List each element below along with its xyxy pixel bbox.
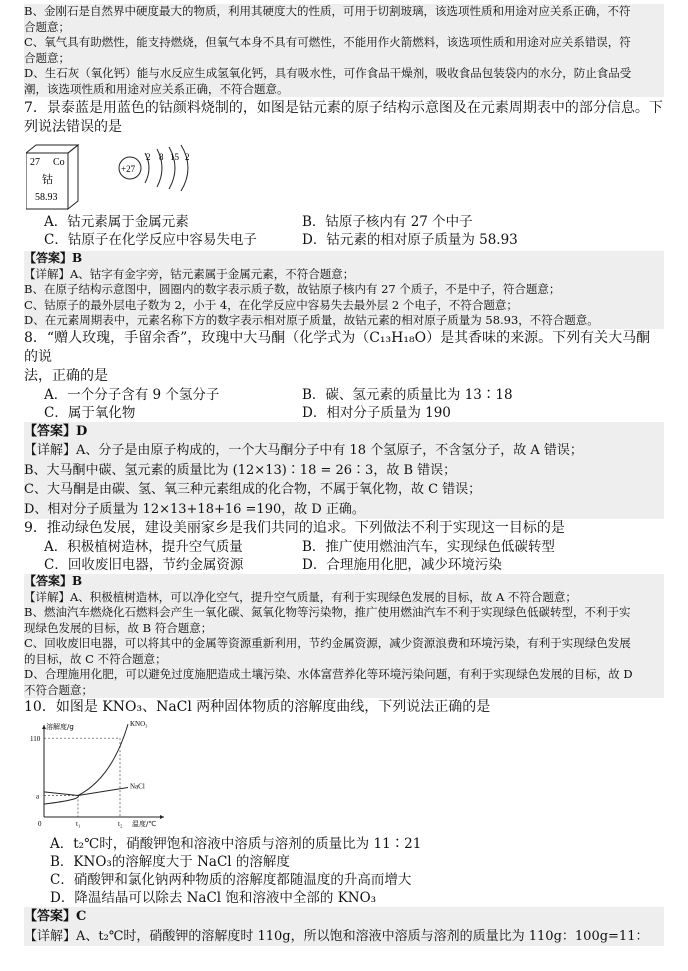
detail-line: D、相对分子质量为 12×13+18+16 =190，故 D 正确。 [24, 501, 365, 517]
kno3-label: KNO₃ [130, 720, 148, 729]
detail-line: 【详解】A、钴字有金字旁，钴元素属于金属元素，不符合题意； [24, 266, 355, 281]
q10-options [24, 835, 664, 907]
option-d[interactable]: D．降温结晶可以除去 NaCl 饱和溶液中全部的 KNO₃ [50, 890, 377, 906]
q9-stem: 9．推动绿色发展，建设美丽家乡是我们共同的追求。下列做法不利于实现这一目标的是 [24, 520, 565, 536]
document-page [24, 0, 664, 946]
x-tick-label: t₂ [118, 820, 123, 828]
detail-line: D、在元素周期表中，元素名称下方的数字表示相对原子质量，故钴元素的相对原子质量为 58.93，不符合题意。 [24, 313, 599, 327]
option-c[interactable]: C．硝酸钾和氯化钠两种物质的溶解度都随温度的升高而增大 [50, 872, 412, 888]
answer-label: 【答案】C [24, 909, 87, 924]
detail-line: B、燃油汽车燃烧化石燃料会产生一氧化碳、氮氧化物等污染物，推广使用燃油汽车不利于实现绿色低碳转型，不利于实 [24, 605, 631, 619]
detail-line: 【详解】A、t₂℃时，硝酸钾的溶解度时 110g，所以饱和溶液中溶质与溶剂的质量比为 110g：100g=11： [24, 928, 649, 944]
solubility-chart-svg [28, 717, 178, 835]
x-tick-label: t₁ [76, 820, 81, 828]
x-axis-label: 温度/℃ [132, 820, 157, 828]
q10-stem: 10．如图是 KNO₃、NaCl 两种固体物质的溶解度曲线，下列说法正确的是 [24, 699, 491, 715]
y-tick-label: 110 [30, 735, 41, 744]
atomic-number: 27 [30, 157, 40, 168]
q8-options [24, 386, 664, 422]
kno3-curve [44, 724, 128, 804]
q7-answer-block [24, 251, 664, 329]
detail-line: C、回收废旧电器，可以将其中的金属等资源重新利用，节约金属资源，减少资源浪费和环境污染，有利于实现绿色发展 [24, 636, 631, 650]
detail-line: 不符合题意； [24, 682, 93, 697]
nacl-curve [44, 787, 128, 795]
shell-electrons: 8 [159, 152, 164, 162]
q8-stem-cont: 法，正确的是 [24, 367, 108, 384]
x-axis-arrow [160, 815, 164, 819]
option-d[interactable]: D．钴元素的相对原子质量为 58.93 [302, 232, 518, 248]
option-a[interactable]: A．钴元素属于金属元素 [44, 214, 189, 230]
element-symbol: Co [53, 157, 65, 168]
y-tick-label: a [36, 792, 40, 801]
option-a[interactable]: A．一个分子含有 9 个氢分子 [44, 386, 220, 403]
element-cell [26, 143, 86, 211]
shell-electrons: 2 [146, 152, 151, 162]
q6-detail-block [24, 4, 664, 97]
detail-line: 的目标，故 C 不符合题意； [24, 651, 167, 666]
detail-line: C、氧气具有助燃性，能支持燃烧，但氧气本身不具有可燃性，不能用作火箭燃料，该选项性质和用途对应关系错误，符 [24, 35, 631, 49]
q9-answer-block [24, 574, 664, 698]
detail-line: B、在原子结构示意图中，圆圈内的数字表示质子数，故钴原子核内有 27 个质子，不是中子，符合题意； [24, 282, 561, 296]
option-d[interactable]: D．相对分子质量为 190 [302, 404, 451, 421]
option-b[interactable]: B．碳、氢元素的质量比为 13∶18 [302, 386, 513, 403]
detail-line: B、金刚石是自然界中硬度最大的物质，利用其硬度大的性质，可用于切割玻璃，该选项性质和用途对应关系正确，不符 [24, 4, 631, 18]
q9-options [24, 538, 664, 574]
q8-stem: 8．“赠人玫瑰，手留余香”，玫瑰中大马酮（化学式为（C₁₃H₁₈O）是其香味的来源。下列有关大马酮的说 [24, 329, 651, 365]
q7-stem-cont: 列说法错误的是 [24, 119, 122, 135]
option-b[interactable]: B．KNO₃的溶解度大于 NaCl 的溶解度 [50, 854, 290, 870]
detail-line: 潮，该选项性质和用途对应关系正确，不符合题意。 [24, 81, 289, 96]
detail-line: C、钴原子的最外层电子数为 2，小于 4，在化学反应中容易失去最外层 2 个电子，不符合题意； [24, 297, 518, 312]
q10-answer-block [24, 907, 664, 946]
answer-label: 【答案】D [24, 423, 88, 439]
atomic-mass: 58.93 [35, 192, 58, 203]
option-b[interactable]: B．推广使用燃油汽车，实现绿色低碳转型 [302, 539, 555, 555]
q7-options [24, 213, 664, 249]
nacl-label: NaCl [130, 782, 145, 791]
option-a[interactable]: A．t₂℃时，硝酸钾饱和溶液中溶质与溶剂的质量比为 11∶21 [50, 836, 422, 852]
solubility-chart [24, 717, 664, 835]
option-c[interactable]: C．回收废旧电器，节约金属资源 [44, 557, 244, 573]
detail-line: C、大马酮是由碳、氢、氧三种元素组成的化合物，不属于氧化物，故 C 错误； [24, 482, 482, 497]
shell-electrons: 2 [185, 152, 190, 162]
detail-line: D、合理施用化肥，可以避免过度施肥造成土壤污染、水体富营养化等环境污染问题，有利于实现绿色发展的目标，故 D [24, 667, 633, 681]
element-name: 钴 [42, 173, 53, 186]
answer-label: 【答案】B [24, 251, 83, 265]
detail-line: D、生石灰（氧化钙）能与水反应生成氢氧化钙，具有吸水性，可作食品干燥剂，吸收食品包装袋内的水分，防止食品受 [24, 66, 632, 80]
nucleus-charge: +27 [121, 164, 136, 174]
y-axis-label: 溶解度/g [46, 723, 74, 731]
option-d[interactable]: D．合理施用化肥，减少环境污染 [302, 557, 502, 573]
detail-line: 【详解】A、分子是由原子构成的，一个大马酮分子中有 18 个氢原子，不含氢分子，故 A 错误； [24, 443, 583, 458]
detail-line: 合题意； [24, 50, 70, 65]
shell-electrons: 15 [170, 152, 179, 162]
option-c[interactable]: C．属于氧化物 [44, 404, 136, 421]
option-a[interactable]: A．积极植树造林，提升空气质量 [44, 539, 243, 555]
x-tick-label: 0 [38, 820, 42, 828]
detail-line: 【详解】A、积极植树造林，可以净化空气，提升空气质量，有利于实现绿色发展的目标，故 A 不符合题意； [24, 589, 577, 604]
option-b[interactable]: B．钴原子核内有 27 个中子 [302, 214, 473, 230]
answer-label: 【答案】B [24, 574, 83, 588]
detail-line: B、大马酮中碳、氢元素的质量比为 (12×13)∶18 = 26∶3，故 B 错误； [24, 462, 457, 478]
q7-figure [24, 137, 664, 213]
q8-answer-block [24, 422, 664, 520]
atom-structure-diagram [118, 143, 228, 193]
detail-line: 合题意； [24, 19, 70, 34]
option-c[interactable]: C．钴原子在化学反应中容易失电子 [44, 232, 257, 248]
detail-line: 现绿色发展的目标，故 B 符合题意； [24, 620, 213, 635]
q7-stem: 7．景泰蓝是用蓝色的钴颜料烧制的，如图是钴元素的原子结构示意图及在元素周期表中的部分信息。下 [24, 100, 663, 116]
